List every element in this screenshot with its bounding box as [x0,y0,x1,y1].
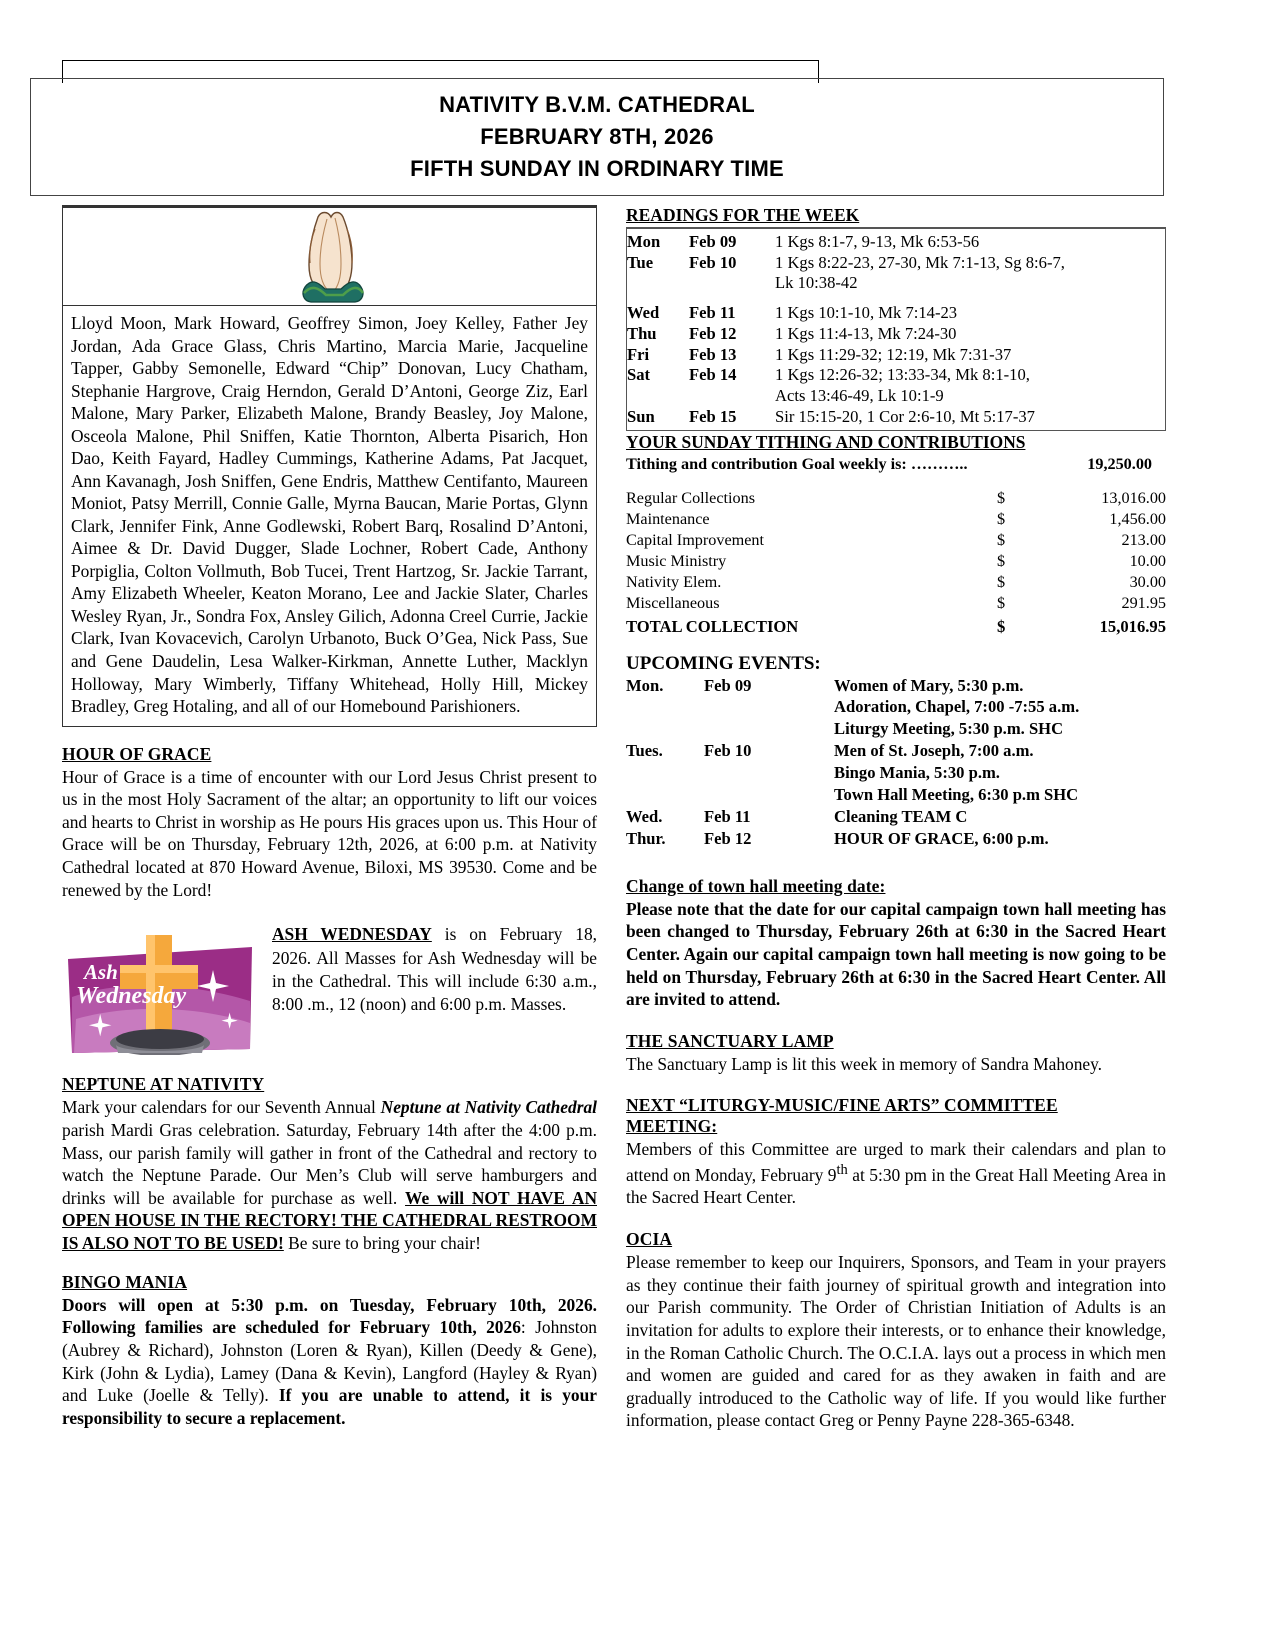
readings-date: Feb 14 [689,365,737,385]
readings-table-body [627,232,1165,428]
liturgy-body-a: Members of this Committee are urged to mark their calendars and plan to attend on Monday, February 9 [626,1139,1166,1185]
currency-symbol: $ [997,488,1006,507]
event-day: Thur. [626,828,666,848]
event-day: Wed. [626,806,663,826]
bingo-families: : Johnston (Aubrey & Richard), Johnston (Loren & Ryan), Killen (Deedy & Gene), Kirk (John & Lydia), Lamey (Dana & Kevin), Langford (Hayley & Ryan) and Luke (Joelle & Telly). [62,1317,597,1406]
event-day: Tues. [626,741,663,761]
town-hall-body: Please note that the date for our capital campaign town hall meeting has been changed to Thursday, February 26th at 6:30 in the Sacred Heart Center. Again our capital campaign town hall meeting is now going to be held on Thursday, February 26th at 6:30 in the Sacred Heart Center. All are invited to attend. [626,898,1166,1010]
event-date: Feb 11 [704,806,751,826]
neptune-title: NEPTUNE AT NATIVITY [62,1074,265,1095]
tithing-label: Nativity Elem. [626,572,722,591]
readings-reference: 1 Kgs 8:1-7, 9-13, Mk 6:53-56 [775,232,980,251]
readings-table-box [626,227,1166,431]
event-date [704,718,834,740]
currency-symbol: $ [997,551,1006,570]
sanctuary-lamp-title: THE SANCTUARY LAMP [626,1030,834,1051]
currency-symbol: $ [997,593,1006,612]
ash-wednesday-heading: ASH WEDNESDAY [272,924,432,945]
bingo-body [62,1294,597,1430]
tithing-label: Maintenance [626,509,710,528]
tithing-table-body [626,488,1166,638]
event-description: Town Hall Meeting, 6:30 p.m SHC [834,785,1079,804]
readings-date: Feb 09 [689,232,737,251]
event-date: Feb 12 [704,828,752,848]
right-column [626,205,1166,1432]
readings-reference: 1 Kgs 10:1-10, Mk 7:14-23 [775,303,958,323]
readings-title: READINGS FOR THE WEEK [626,205,860,225]
ash-wednesday-graphic [62,927,258,1055]
event-description: Men of St. Joseph, 7:00 a.m. [834,741,1034,761]
hour-of-grace-section [62,744,597,902]
readings-day: Fri [627,344,650,364]
bulletin-date: FEBRUARY 8TH, 2026 [480,124,714,150]
tithing-label: Music Ministry [626,551,727,570]
liturgy-date-ordinal: th [836,1162,848,1179]
tithing-label: Miscellaneous [626,593,720,612]
currency-symbol: $ [997,530,1006,549]
bingo-title: BINGO MANIA [62,1271,188,1292]
event-description: Adoration, Chapel, 7:00 -7:55 a.m. [834,697,1080,717]
liturgy-body-b: at 5:30 pm in the Great Hall Meeting Area in the Sacred Heart Center. [626,1164,1166,1208]
left-column [62,205,597,1429]
sanctuary-lamp-body: The Sanctuary Lamp is lit this week in memory of Sandra Mahoney. [626,1053,1103,1074]
ash-wednesday-image [62,927,258,1055]
event-date [704,762,834,784]
event-day [626,718,704,740]
readings-row [627,253,1165,274]
tithing-row [626,593,1166,614]
upcoming-event-row [626,828,1166,850]
ash-image-word-1: Ash [84,960,118,985]
event-description: Cleaning TEAM C [834,806,968,826]
ash-wednesday-section [62,923,597,1057]
liturgy-committee-section [626,1095,1166,1209]
readings-day: Wed [627,303,660,323]
readings-reference-cont: Acts 13:46-49, Lk 10:1-9 [775,386,944,406]
readings-day: Tue [627,252,654,272]
upcoming-event-row [626,740,1166,762]
readings-day: Sun [627,406,655,426]
upcoming-event-row [626,806,1166,828]
readings-date: Feb 10 [689,252,737,272]
event-date [704,784,834,806]
event-day [626,696,704,718]
liturgy-committee-title-line1: NEXT “LITURGY-MUSIC/FINE ARTS” COMMITTEE [626,1095,1058,1116]
readings-day: Mon [627,232,661,251]
tithing-row [626,488,1166,509]
tithing-goal-row [626,455,1166,474]
prayer-list-box [62,305,597,727]
upcoming-events-body [626,675,1166,850]
liturgy-committee-title-line2: MEETING: [626,1116,718,1137]
upcoming-event-row [626,696,1166,718]
praying-hands-image-frame [62,205,597,305]
upcoming-event-row [626,675,1166,697]
event-day: Mon. [626,675,664,695]
tithing-table [626,488,1166,638]
readings-row [627,232,1165,253]
readings-gap [627,294,1165,303]
readings-row-continuation [627,386,1165,407]
neptune-body [62,1096,597,1254]
tithing-amount: 1,456.00 [1109,509,1166,528]
liturgy-committee-body [626,1138,1166,1209]
readings-day: Sat [627,365,651,385]
event-day [626,762,704,784]
event-description: Bingo Mania, 5:30 p.m. [834,763,1000,783]
upcoming-events-title: UPCOMING EVENTS: [626,652,821,674]
event-day [626,784,704,806]
readings-row [627,345,1165,366]
readings-day: Thu [627,323,657,343]
readings-reference: 1 Kgs 8:22-23, 27-30, Mk 7:1-13, Sg 8:6-7, [775,252,1065,272]
event-description: HOUR OF GRACE, 6:00 p.m. [834,828,1049,848]
prayer-list-text: Lloyd Moon, Mark Howard, Geoffrey Simon, Joey Kelley, Father Jey Jordan, Ada Grace Glass, Chris Martino, Marcia Marie, Jacqueline Tapper, Gabby Semonelle, Edward “Chip” Donovan, Lucy Chatham, Stephanie Hargrove, Craig Herndon, Gerald D’Antoni, George Ziz, Earl Malone, Mary Parker, Elizabeth Malone, Brandy Beasley, Joy Malone, Osceola Malone, Phil Sniffen, Katie Thornton, Alberta Pisarich, Hon Dao, Keith Fayard, Hadley Cummings, Katherine Adams, Pat Jacquet, Ann Kavanagh, Josh Sniffen, Gene Endris, Matthew Centifanto, Maureen Moniot, Patsy Merrill, Connie Galle, Myrna Baucan, Marie Portas, Glynn Clark, Jennifer Fink, Anne Godlewski, Robert Barq, Rosalind D’Antoni, Aimee & Dr. David Dugger, Slade Lochner, Robert Cade, Anthony Porpiglia, Colton Vollmuth, Bob Tucei, Trent Hartzog, Sr. Jackie Tarrant, Amy Elizabeth Wheeler, Keaton Morano, Lee and Jackie Slater, Charles Wesley Ryan, Jr., Sondra Fox, Ansley Gilich, Adonna Creel Currie, Jackie Clark, Ivan Kovacevich, Carolyn Urbanoto, Buck O’Gea, Nick Pass, Sue and Gene Daudelin, Lesa Walker-Kirkman, Annette Luther, Macklyn Holloway, Mary Wimberly, Tiffany Whitehead, Holly Hill, Mickey Bradley, Greg Hotaling, and all of our Homebound Parishioners. [71,313,588,717]
event-description: Liturgy Meeting, 5:30 p.m. SHC [834,719,1064,739]
ash-wednesday-body: is on February 18, 2026. All Masses for Ash Wednesday will be in the Cathedral. This will include 6:30 a.m., 8:00 .m., 12 (noon) and 6:00 p.m. Masses. [272,924,597,1015]
readings-row [627,407,1165,428]
event-date: Feb 09 [704,675,752,695]
bulletin-header [30,78,1164,196]
readings-row [627,365,1165,386]
event-description: Women of Mary, 5:30 p.m. [834,675,1024,695]
readings-date: Feb 15 [689,406,737,426]
tithing-amount: 13,016.00 [1101,488,1166,507]
neptune-text-c: Be sure to bring your chair! [283,1233,481,1254]
sanctuary-lamp-section [626,1031,1166,1076]
readings-row [627,303,1165,324]
town-hall-section [626,876,1166,1011]
town-hall-title: Change of town hall meeting date: [626,875,886,896]
neptune-event-name: Neptune at Nativity Cathedral [380,1097,598,1118]
neptune-text-a: Mark your calendars for our Seventh Annual [62,1097,381,1118]
neptune-text-b: parish Mardi Gras celebration. Saturday, February 14th after the 4:00 p.m. Mass, our parish family will gather in front of the Cathedral and rectory to watch the Neptune Parade. Our Men’s Club will serve hamburgers and drinks will be available for purchase as well. [62,1119,597,1208]
currency-symbol: $ [997,616,1006,636]
tithing-amount: 10.00 [1129,551,1166,570]
currency-symbol: $ [997,572,1006,591]
bingo-section [62,1272,597,1430]
readings-reference: 1 Kgs 11:4-13, Mk 7:24-30 [775,323,957,343]
readings-row [627,324,1165,345]
readings-date: Feb 11 [689,303,736,323]
ocia-body: Please remember to keep our Inquirers, Sponsors, and Team in your prayers as they continue their faith journey of spiritual growth and integration into our Parish community. The Order of Christian Initiation of Adults is an invitation for adults to explore their interests, or to enhance their knowledge, in the Roman Catholic Church. The O.C.I.A. lays out a process in which men and women are guided and cared for as they awaken in faith and are gradually introduced to the Catholic way of life. If you would like further information, please contact Greg or Penny Payne 228-365-6348. [626,1252,1166,1431]
ocia-section [626,1229,1166,1432]
tithing-total-amount: 15,016.95 [1099,616,1166,636]
neptune-warning: We will NOT HAVE AN OPEN HOUSE IN THE RECTORY! THE CATHEDRAL RESTROOM IS ALSO NOT TO BE USED! [62,1187,597,1254]
parish-name: NATIVITY B.V.M. CATHEDRAL [439,92,755,118]
readings-reference: 1 Kgs 12:26-32; 13:33-34, Mk 8:1-10, [775,365,1030,385]
upcoming-event-row [626,762,1166,784]
readings-table [627,232,1165,428]
praying-hands-icon [255,209,405,303]
readings-date: Feb 12 [689,323,737,343]
tithing-label: Regular Collections [626,488,756,507]
tithing-total-row [626,614,1166,638]
readings-row-continuation [627,273,1165,294]
ocia-title: OCIA [626,1229,673,1250]
readings-reference: 1 Kgs 11:29-32; 12:19, Mk 7:31-37 [775,344,1012,364]
bingo-bold-c: If you are unable to attend, it is your responsibility to secure a replacement. [62,1385,597,1428]
tithing-amount: 291.95 [1121,593,1166,612]
bingo-bold-a: Doors will open at 5:30 p.m. on Tuesday, February 10th, 2026. Following families are scheduled for February 10th, 2026 [62,1294,597,1338]
event-date: Feb 10 [704,741,752,761]
upcoming-events-table [626,675,1166,850]
readings-reference-cont: Lk 10:38-42 [775,273,858,293]
currency-symbol: $ [997,509,1006,528]
tithing-amount: 30.00 [1129,572,1166,591]
upcoming-event-row [626,718,1166,740]
tithing-goal-label: Tithing and contribution Goal weekly is: ……….. [626,454,968,473]
neptune-section [62,1074,597,1254]
tithing-row [626,572,1166,593]
hour-of-grace-title: HOUR OF GRACE [62,743,212,764]
hour-of-grace-body: Hour of Grace is a time of encounter with our Lord Jesus Christ present to us in the most Holy Sacrament of the altar; an opportunity to lift our voices and hearts to Christ in worship as He pours His graces upon us. This Hour of Grace will be on Thursday, February 12th, 2026, at 6:00 p.m. at Nativity Cathedral located at 870 Howard Avenue, Biloxi, MS 39530. Come and be renewed by the Lord! [62,766,597,900]
tithing-row [626,509,1166,530]
event-date [704,696,834,718]
upcoming-event-row [626,784,1166,806]
tithing-row [626,530,1166,551]
tithing-title: YOUR SUNDAY TITHING AND CONTRIBUTIONS [626,431,1026,452]
liturgical-day: FIFTH SUNDAY IN ORDINARY TIME [410,155,784,181]
ash-image-word-2: Wednesday [76,983,187,1010]
tithing-label: Capital Improvement [626,530,765,549]
readings-date: Feb 13 [689,344,737,364]
tithing-row [626,551,1166,572]
tithing-goal-amount: 19,250.00 [1087,454,1152,473]
readings-reference: Sir 15:15-20, 1 Cor 2:6-10, Mt 5:17-37 [775,406,1035,426]
tithing-amount: 213.00 [1121,530,1166,549]
tithing-total-label: TOTAL COLLECTION [626,616,799,636]
